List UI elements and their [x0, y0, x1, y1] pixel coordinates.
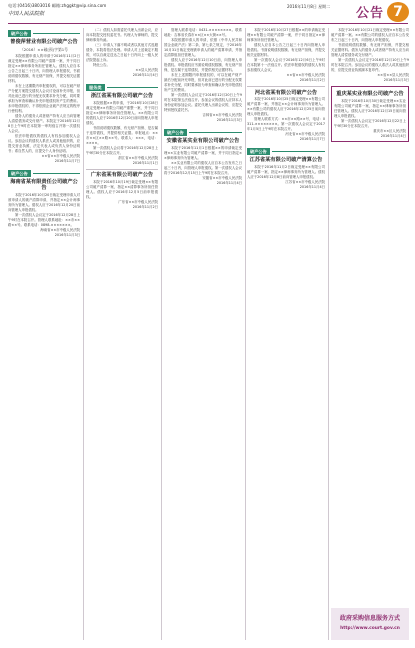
notice-court: 吉林省××市中级人民法院 [202, 113, 242, 117]
notice-paragraph: ××实业有限公司的债权人应自本公告发布之日起三十日内，向管理人申报债权。第一次债权人会议将于2016年12月15日上午9时在本院召开。 [164, 160, 242, 175]
notice-paragraph: 第一次债权人会议于2016年12月6日上午9时在本院第十一法庭召开。依法申报债权的债权人有权参加债权人会议。 [247, 58, 325, 72]
notice-paragraph: 第一次债权人会议定于2016年12月10日上午9时在本院召开。参加会议的债权人系法人或其他组织的，应提交营业执照副本复印件。 [331, 58, 409, 72]
notice-divider [86, 169, 158, 170]
notice-court: 江苏省××市中级人民法院 [285, 179, 325, 184]
notice-paragraph: 本院根据申请人的申请于2016年11月2日裁定受理××有限公司破产清算一案，并于同日指定××律师事务所担任管理人。债权人应自本公告之日起三十日内，向管理人申报债权，书面说明债权数额、有无财产担保，并提交相关证据材料。 [8, 53, 80, 83]
notice-paragraph: 本院根据××的申请，于2016年10月28日裁定受理××有限公司破产重整一案，并于同日指定××律师事务所担任管理人。××有限公司的债权人应于2016年12月20日前向管理人申报债权。 [86, 100, 158, 125]
notice-date: 2016年11月4日 [380, 133, 406, 138]
notice-paragraph: 书面说明债权数额、有无财产担保，并提交相关证据材料。债务人的债务人或者财产持有人应当向管理人清偿债务或交付财产。 [331, 43, 409, 57]
notice-paragraph: 管理人联系电话：0431-××××××××。联系地址：吉林省长春市××区××大街××号。 [164, 28, 242, 37]
column-5 [331, 28, 409, 606]
column-1 [8, 28, 80, 640]
section-tag-label: 服务类 [86, 84, 105, 91]
notice-paragraph: 本院于2016年10月27日根据××的申请裁定受理××有限公司破产清算一案，并于同日指定××律师事务所担任管理人。 [247, 28, 325, 42]
notice-court: 广东省××市中级人民法院 [118, 199, 158, 204]
notice-date: 2016年11月4日 [216, 180, 242, 185]
notice-date: 2016年11月2日 [299, 78, 325, 82]
notice-paragraph: 第一次债权人会议定于2016年12月28日上午9时在本院召开。管理人联系地址：××市××路××号。联系电话：0898-×××××××。 [8, 212, 80, 227]
notice-date: 2016年11月3日 [54, 232, 80, 237]
notice-court: 河北省××市中级人民法院 [285, 132, 325, 137]
column-divider [161, 28, 162, 640]
notice-date: 2016年11月3日 [383, 78, 409, 82]
column-divider [328, 28, 329, 640]
section-tag-line [33, 173, 80, 174]
notice-court: 浙江省××市中级人民法院 [118, 155, 158, 160]
notice-paragraph: 本院于2016年10月20日裁定受理申请人对被申请人的破产清算申请，并指定××会计师事务所为管理人。债权人应于2016年12月20日前向管理人申报债权。 [8, 192, 80, 212]
notice-headline: 江苏省某有限公司破产清算公告 [249, 157, 323, 164]
section-tag-line [189, 132, 242, 133]
footer-banner [331, 608, 409, 640]
notice-court: ××省××县人民法院 [377, 73, 409, 77]
page-number-badge: 7 [387, 2, 409, 22]
notice-date: 2016年11月4日 [299, 184, 325, 189]
notice-date: 2016年11月7日 [54, 158, 80, 163]
notice-date: 2016年11月1日 [132, 160, 158, 165]
section-title: 公告 [356, 6, 385, 21]
notice-paragraph: 本院于2016年10月21日裁定受理××有限公司破产清算一案。××有限公司的债权人应自本公告发布之日起三十日内，向管理人申报债权。 [331, 28, 409, 42]
newspaper-brand: 中国人民法院报 [8, 11, 45, 17]
notice-court: 重庆市××区人民法院 [373, 128, 406, 133]
section-tag-line [107, 87, 158, 88]
column-2 [86, 28, 158, 640]
section-tag-line [272, 151, 325, 152]
column-3 [164, 28, 242, 640]
notice-date: 2016年11月7日 [299, 137, 325, 142]
notice-paragraph: 本院根据申请人的申请，依照《中华人民共和国企业破产法》第二条、第七条之规定，于2016年10月31日裁定受理被申请人的破产清算申请，并指定清算组担任管理人。 [164, 38, 242, 57]
masthead [0, 0, 415, 24]
notice-paragraph: 未在上述期限内申报债权的，可以在破产财产最后分配前补充申报，但对此前已进行的分配无权要求补充分配，同时要承担为审查和确认补充申报债权所产生的费用。 [164, 73, 242, 92]
notice-paragraph: 特此公告。 [93, 63, 110, 67]
column-divider [245, 28, 246, 640]
notice-case-number: （2016）××破(预)字第1号 [20, 46, 68, 52]
notice-paragraph: （二）债权人如需委托代理人出席会议，应向本院提交授权委托书。代理人为律师的，提交律师事务所函。 [86, 28, 158, 42]
notice-court: 海南省××市中级人民法院 [40, 227, 80, 232]
date-line: 2016年11月8日 星期二 [287, 4, 331, 9]
notice-paragraph: 债务人的债务人或者财产持有人应当向管理人清偿债务或交付财产。本院定于2016年12月8日上午9时在本院第一审判庭召开第一次债权人会议。 [8, 113, 80, 133]
notice-date: 2016年11月3日 [216, 118, 242, 122]
notice-court: ××省××市中级人民法院 [286, 73, 325, 77]
section-tag-label: 破产公告 [247, 148, 270, 155]
notice-headline: 海南省某有限责任公司破产公告 [10, 178, 78, 192]
notice-paragraph: 管理人联系方式：××市××路××号，电话：0311-××××××××。第一次债权人会议定于2017年1月5日上午9时在本院召开。 [247, 117, 325, 132]
notice-headline: 重庆某实业有限公司破产公告 [336, 91, 404, 97]
section-tag [8, 170, 80, 177]
section-tag-label: 破产公告 [8, 30, 31, 37]
highlight-box [331, 86, 409, 142]
notice-headline: 广东省某有限公司破产公告 [90, 172, 154, 179]
banner-title: 政府采购信息服务方式 [339, 615, 400, 622]
section-tag-line [33, 33, 80, 34]
banner-url-link[interactable]: http://www.court.gov.cn [340, 626, 400, 631]
notice-paragraph: 依法申报债权的债权人有权参加债权人会议。参加会议的债权人系法人或其他组织的，应提交营业执照、法定代表人或负责人身份证明书；系自然人的，应提交个人身份证明。 [8, 133, 80, 153]
notice-divider [247, 86, 325, 87]
notice-paragraph: 第一次债权人会议将于2016年12月28日上午9时30分在本院召开。 [86, 145, 158, 155]
section-tag-label: 破产公告 [164, 129, 187, 136]
notice-paragraph: 未在上述期限内申报债权的，可以在破产财产分配方案提交债权人会议讨论前补充申报，但对此前已进行的分配无权要求补充分配，同时要承担为审查和确认补充申报债权所产生的费用。未申报债权的，不得依照企业破产法规定的程序行使权利。 [8, 83, 80, 113]
notice-paragraph: 债权人应于2016年12月10日前，向管理人申报债权。申报债权应书面说明债权数额、有无财产担保、是否属于连带债权，并提供相关证据材料。 [164, 58, 242, 72]
section-tag-label: 破产公告 [8, 170, 31, 177]
column-4 [247, 28, 325, 640]
notice-paragraph: 本院于2016年11月2日裁定受理××有限公司破产清算一案，指定××律师事务所为管理人。债权人应于2016年12月8日前向管理人申报债权。 [247, 164, 325, 179]
notice-court: 安徽省××市中级人民法院 [202, 175, 242, 180]
notice-headline: 浙江省某有限公司破产公告 [90, 93, 154, 99]
notice-date: 2016年11月2日 [132, 204, 158, 209]
notice-paragraph: 本院于2016年10月30日裁定受理××实业有限公司破产清算一案，指定××律师事务所担任管理人。债权人应于2016年12月15日前向管理人申报债权。 [334, 98, 406, 118]
notice-court: ××省××市中级人民法院 [41, 153, 80, 158]
contact-line: 电话:(0416)3803016 邮箱:zhggkt@vip.sina.com [8, 3, 107, 8]
notice-paragraph: 第一次债权人会议定于2016年12月22日上午9时30分在本院召开。 [334, 118, 406, 128]
notice-paragraph: 本院于2016年10月25日裁定受理××有限公司破产清算一案，并指定××会计师事务所为管理人。××有限公司的债权人应于2016年12月25日前向管理人申报债权。 [247, 97, 325, 117]
notice-headline: 安徽省某实业有限公司破产公告 [166, 138, 240, 144]
notice-paragraph: 债权人应自本公告之日起三十日内向管理人申报债权。书面说明债权数额、有无财产担保，并提交相关证据材料。 [247, 43, 325, 57]
notice-paragraph: 本院于2016年11月1日根据××的申请裁定受理××实业有限公司破产清算一案，并于同日指定××律师事务所为管理人。 [164, 145, 242, 160]
notice-court: ××县人民法院 [135, 68, 158, 72]
section-tag [247, 148, 325, 155]
section-tag [164, 129, 242, 136]
notice-paragraph: （三）申请人下落不明或者以其他方式逃避债务，本院将依法处理。申请人对上述裁定不服的，可以自裁定送达之日起十日内向上一级人民法院提起上诉。 [86, 43, 158, 62]
section-tag [86, 84, 158, 91]
section-tag [8, 30, 80, 37]
notice-headline: 河北省某有限公司破产公告 [254, 89, 318, 96]
notice-paragraph: 第一次债权人会议定于2016年12月20日上午9时在本院第五法庭召开。参加会议的债权人应持本人身份证明参加会议。委托代理人出席会议的，应提交特别授权委托书。 [164, 93, 242, 112]
column-divider [83, 28, 84, 640]
notice-paragraph: 本院于2016年10月19日裁定受理××有限公司破产清算一案，指定××清算事务所担任管理人。债权人应于2016年12月5日前申报债权。 [86, 179, 158, 199]
notice-headline: 曾俊萍营业有限公司破产公告 [10, 39, 78, 45]
notice-paragraph: 书面说明债权数额、有无财产担保、是否属于连带债权，并提供相关证据。申报地点：××市××区××路××号。联系人：×××，电话：××××。 [86, 125, 158, 145]
notice-date: 2016年11月4日 [132, 73, 158, 77]
masthead-rule [8, 23, 408, 24]
